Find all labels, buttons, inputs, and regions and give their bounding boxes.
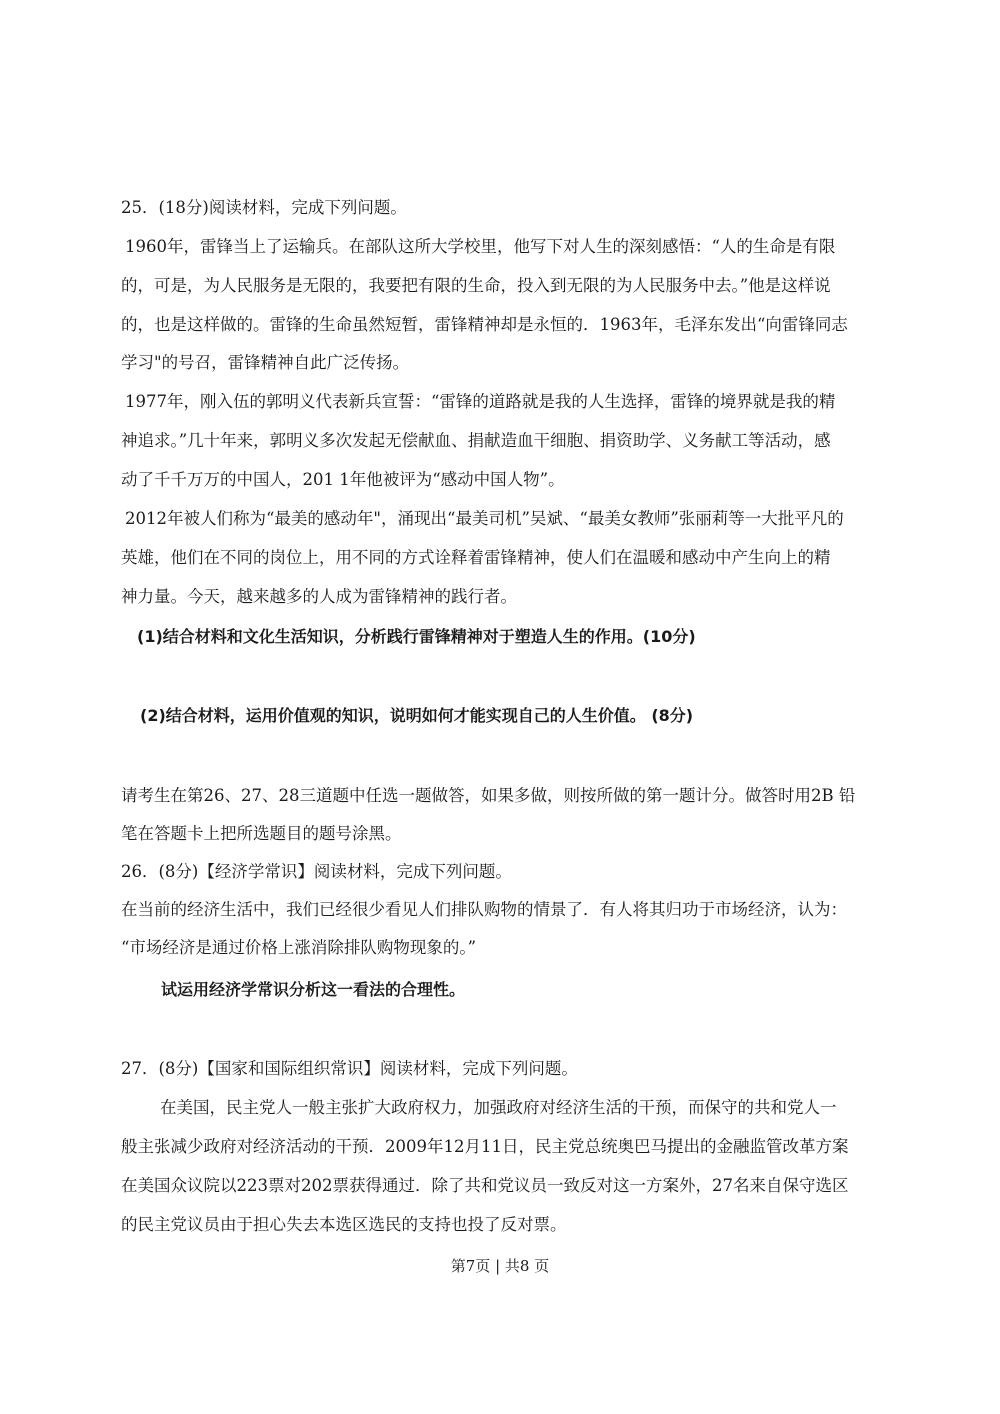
- instructions-line2: 笔在答题卡上把所选题目的题号涂黑。: [121, 824, 402, 843]
- q25-para1-line2: 的，可是，为人民服务是无限的，我要把有限的生命，投入到无限的为人民服务中去。”他是这样说: [121, 276, 831, 295]
- q27-heading: 27．(8分)【国家和国际组织常识】阅读材料，完成下列问题。: [121, 1059, 578, 1078]
- instructions-line1: 请考生在第26、27、28三道题中任选一题做答，如果多做，则按所做的第一题计分。做答时用2B 铅: [121, 786, 856, 805]
- q25-para3-line3: 神力量。今天，越来越多的人成为雷锋精神的践行者。: [121, 587, 517, 606]
- q25-heading: 25．(18分)阅读材料，完成下列问题。: [121, 198, 407, 217]
- q26-heading: 26．(8分)【经济学常识】阅读材料，完成下列问题。: [121, 862, 512, 881]
- q25-question-1: (1)结合材料和文化生活知识，分析践行雷锋精神对于塑造人生的作用。(10分): [137, 627, 696, 646]
- q25-para3-line1: 2012年被人们称为“最美的感动年"，涌现出“最美司机”吴斌、“最美女教师”张丽莉等一大批平凡的: [125, 509, 844, 528]
- q25-para2-line1: 1977年，刚入伍的郭明义代表新兵宣誓：“雷锋的道路就是我的人生选择，雷锋的境界就是我的精: [125, 392, 836, 411]
- q25-para3-line2: 英雄，他们在不同的岗位上，用不同的方式诠释着雷锋精神，使人们在温暖和感动中产生向上的精: [121, 548, 831, 567]
- q25-para1-line1: 1960年，雷锋当上了运输兵。在部队这所大学校里，他写下对人生的深刻感悟：“人的生命是有限: [125, 237, 836, 256]
- q25-para2-line2: 神追求。”几十年来，郭明义多次发起无偿献血、捐献造血干细胞、捐资助学、义务献工等活动，感: [121, 431, 831, 450]
- q25-para1-line4: 学习"的号召，雷锋精神自此广泛传扬。: [121, 353, 410, 372]
- q25-question-2: (2)结合材料，运用价值观的知识，说明如何才能实现自己的人生价值。 (8分): [140, 706, 694, 725]
- q27-para-line2: 般主张减少政府对经济活动的干预．2009年12月11日，民主党总统奥巴马提出的金融监管改革方案: [121, 1137, 849, 1156]
- page-footer: 第7页 | 共8 页: [450, 1257, 550, 1275]
- q25-para2-line3: 动了千千万万的中国人，201 1年他被评为“感动中国人物”。: [121, 470, 565, 489]
- q26-question: 试运用经济学常识分析这一看法的合理性。: [161, 980, 466, 999]
- q27-para-line3: 在美国众议院以223票对202票获得通过．除了共和党议员一致反对这一方案外，27名来自保守选区: [121, 1176, 849, 1195]
- q27-para-line1: 在美国，民主党人一般主张扩大政府权力，加强政府对经济生活的干预，而保守的共和党人一: [160, 1098, 837, 1117]
- q26-para-line1: 在当前的经济生活中，我们已经很少看见人们排队购物的情景了．有人将其归功于市场经济，认为：: [121, 900, 847, 919]
- q26-para-line2: “市场经济是通过价格上涨消除排队购物现象的。”: [121, 938, 477, 957]
- q27-para-line4: 的民主党议员由于担心失去本选区选民的支持也投了反对票。: [121, 1215, 567, 1234]
- q25-para1-line3: 的，也是这样做的。雷锋的生命虽然短暂，雷锋精神却是永恒的．1963年，毛泽东发出“向雷锋同志: [121, 315, 848, 334]
